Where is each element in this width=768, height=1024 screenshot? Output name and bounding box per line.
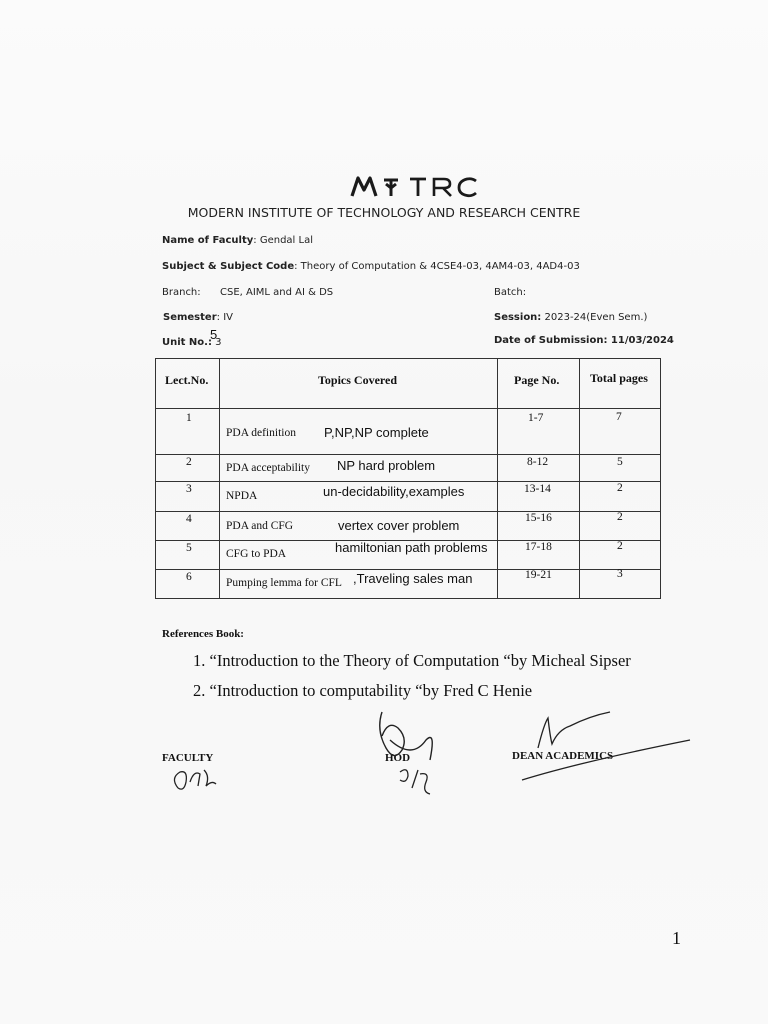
institute-name: MODERN INSTITUTE OF TECHNOLOGY AND RESEARCH CENTRE bbox=[187, 205, 581, 220]
hod-signature-scribble bbox=[380, 712, 433, 760]
header-page-no: Page No. bbox=[514, 373, 560, 387]
reference-item-1: 1. “Introduction to the Theory of Computation “by Micheal Sipser bbox=[193, 651, 631, 670]
semester-label: Semester bbox=[163, 312, 217, 323]
table-row-4-pages: 15-16 bbox=[525, 512, 552, 524]
table-row-3-topic: NPDA bbox=[226, 490, 258, 502]
table-row-3-pages: 13-14 bbox=[524, 483, 551, 495]
faculty-value: : Gendal Lal bbox=[253, 235, 313, 246]
table-row-5-pages: 17-18 bbox=[525, 541, 552, 553]
table-row-5-lect: 5 bbox=[186, 542, 192, 554]
table-row-2-pages: 8-12 bbox=[527, 456, 549, 468]
table-row-2-topic: PDA acceptability bbox=[226, 462, 310, 474]
table-row-2-lect: 2 bbox=[186, 456, 192, 468]
semester-row bbox=[163, 312, 233, 323]
reference-item-2: 2. “Introduction to computability “by Fred C Henie bbox=[193, 681, 533, 700]
lecture-table bbox=[155, 358, 661, 599]
session-row bbox=[494, 312, 647, 323]
branch-label: Branch: bbox=[162, 287, 201, 298]
table-row-3-total: 2 bbox=[617, 482, 623, 494]
references-title: References Book: bbox=[162, 628, 244, 640]
table-row-6-lect: 6 bbox=[186, 571, 192, 583]
submission-date: Date of Submission: 11/03/2024 bbox=[494, 335, 674, 346]
table-row-4-topic: PDA and CFG bbox=[226, 520, 294, 532]
page-number: 1 bbox=[672, 928, 681, 948]
header-topics: Topics Covered bbox=[318, 373, 398, 387]
hod-signature-label: HOD bbox=[385, 752, 411, 764]
faculty-signature-scribble bbox=[174, 770, 216, 789]
table-row-6-topic: Pumping lemma for CFL bbox=[226, 577, 342, 589]
table-row-6-added: ,Traveling sales man bbox=[353, 571, 473, 586]
table-row-1-topic: PDA definition bbox=[226, 427, 296, 439]
table-row-4-lect: 4 bbox=[186, 513, 192, 525]
header-total-pages: Total pages bbox=[590, 371, 648, 385]
table-row-6-pages: 19-21 bbox=[525, 569, 552, 581]
subject-label: Subject & Subject Code bbox=[162, 261, 295, 272]
table-row-2-total: 5 bbox=[617, 456, 623, 468]
table-row-1-lect: 1 bbox=[186, 412, 192, 424]
table-row-3-lect: 3 bbox=[186, 483, 192, 495]
faculty-row bbox=[162, 235, 313, 246]
session-label: Session: bbox=[494, 312, 542, 323]
subject-value: : Theory of Computation & 4CSE4-03, 4AM4-03, 4AD4-03 bbox=[294, 261, 580, 272]
session-value: 2023-24(Even Sem.) bbox=[541, 312, 648, 323]
table-row-5-added: hamiltonian path problems bbox=[335, 540, 488, 555]
table-row-4-total: 2 bbox=[617, 511, 623, 523]
table-row-1-total: 7 bbox=[616, 411, 622, 423]
table-row-1-pages: 1-7 bbox=[528, 412, 544, 424]
unit-label: Unit No.: bbox=[162, 337, 212, 348]
subject-row bbox=[162, 261, 580, 272]
table-row-3-added: un-decidability,examples bbox=[323, 484, 465, 499]
branch-value: CSE, AIML and AI & DS bbox=[220, 287, 334, 298]
hod-date-scribble bbox=[400, 770, 430, 794]
faculty-label: Name of Faculty bbox=[162, 235, 254, 246]
table-row-6-total: 3 bbox=[617, 568, 623, 580]
faculty-signature-label: FACULTY bbox=[162, 752, 214, 764]
unit-value-printed: 3 bbox=[215, 337, 222, 348]
table-row-5-total: 2 bbox=[617, 540, 623, 552]
semester-value: : IV bbox=[216, 312, 233, 323]
unit-value-handwritten: 5 bbox=[210, 327, 218, 342]
dean-signature-scribble bbox=[522, 712, 690, 780]
table-row-5-topic: CFG to PDA bbox=[226, 548, 287, 560]
table-row-1-added: P,NP,NP complete bbox=[324, 425, 429, 440]
table-row-4-added: vertex cover problem bbox=[338, 518, 460, 533]
header-lect-no: Lect.No. bbox=[165, 373, 209, 387]
dean-signature-label: DEAN ACADEMICS bbox=[512, 750, 614, 762]
table-row-2-added: NP hard problem bbox=[337, 458, 436, 473]
batch-label: Batch: bbox=[494, 287, 527, 298]
institute-logo bbox=[350, 172, 490, 200]
handwritten-signatures bbox=[150, 700, 710, 810]
